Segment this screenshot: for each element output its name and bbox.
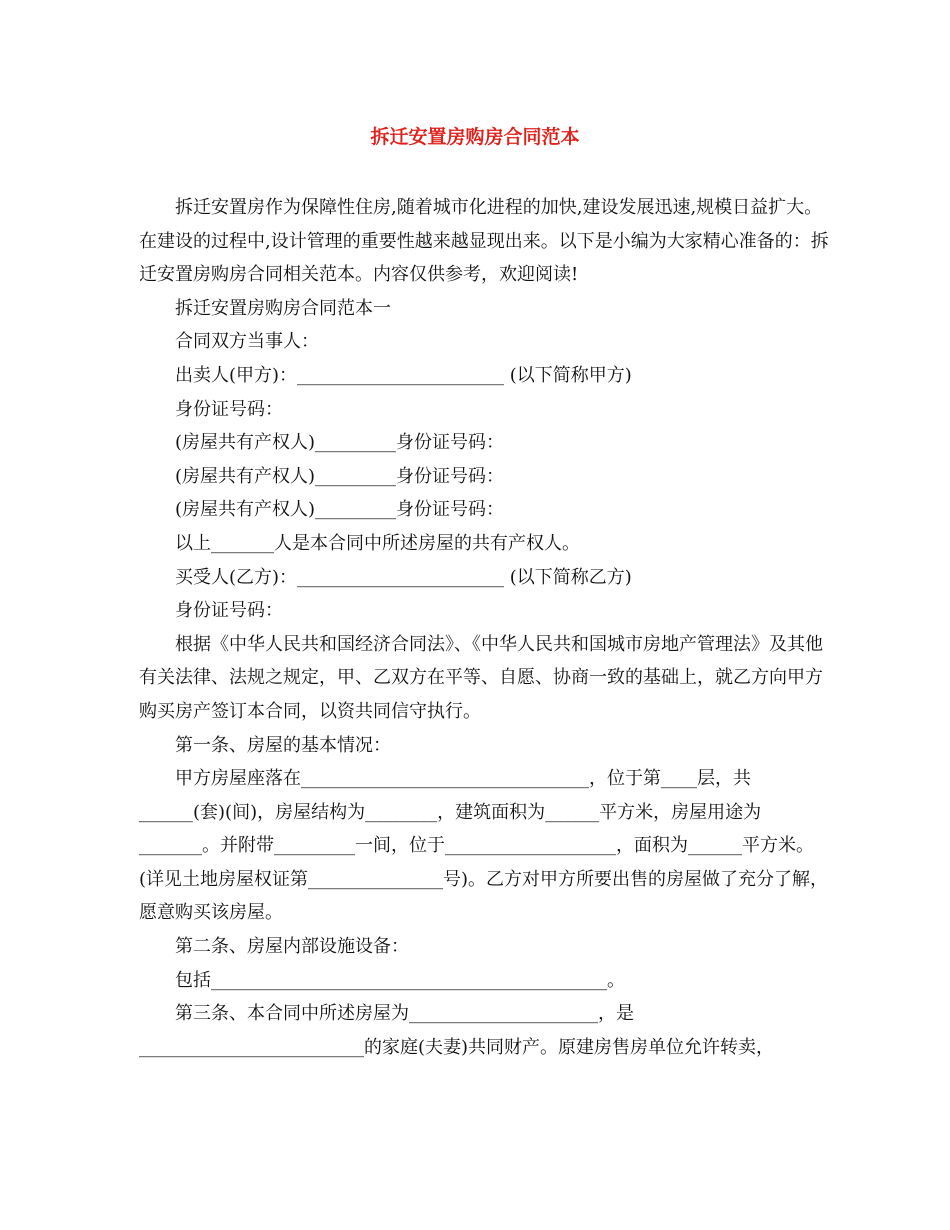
buyer-id-line: 身份证号码：: [175, 600, 283, 622]
article-2-paragraph: 包括____________________________________________。: [175, 969, 625, 991]
template-heading: 拆迁安置房购房合同范本一: [175, 297, 391, 319]
buyer-line: 买受人(乙方)：_______________________ (以下简称乙方): [175, 566, 632, 588]
co-owner-line: (房屋共有产权人)_________身份证号码：: [175, 499, 505, 521]
article-3-paragraph: 第三条、本合同中所述房屋为_____________________，是_________________________的家庭(夫妻)共同财产。原建房售房单位允许转卖，: [139, 1003, 775, 1058]
parties-heading: 合同双方当事人：: [175, 331, 319, 353]
article-1-paragraph: 甲方房屋座落在________________________________，位于第____层，共______(套)(间)，房屋结构为________，建筑面积为______平方米，房屋用途为_______。并附带_________一间，位于___________________，面积为______平方米。(详见土地房屋权证第_______________号)。乙方对甲方所要出售的房屋做了充分了解，愿意购买该房屋。: [139, 768, 829, 924]
intro-paragraph: 拆迁安置房作为保障性住房,随着城市化进程的加快,建设发展迅速,规模日益扩大。在建设的过程中,设计管理的重要性越来越显现出来。以下是小编为大家精心准备的：拆迁安置房购房合同相关范本。内容仅供参考，欢迎阅读!: [139, 197, 829, 286]
co-owner-line: (房屋共有产权人)_________身份证号码：: [175, 432, 505, 454]
article-1-heading: 第一条、房屋的基本情况：: [175, 734, 391, 756]
co-owner-line: (房屋共有产权人)_________身份证号码：: [175, 465, 505, 487]
seller-line: 出卖人(甲方)：_______________________ (以下简称甲方): [175, 364, 632, 386]
document-body: [139, 191, 829, 1064]
article-2-heading: 第二条、房屋内部设施设备：: [175, 936, 409, 958]
co-owners-count-line: 以上_______人是本合同中所述房屋的共有产权人。: [175, 532, 580, 554]
document-title: 拆迁安置房购房合同范本: [370, 126, 580, 148]
legal-basis-paragraph: 根据《中华人民共和国经济合同法》、《中华人民共和国城市房地产管理法》及其他有关法律、法规之规定，甲、乙双方在平等、自愿、协商一致的基础上，就乙方向甲方购买房产签订本合同，以资共同信守执行。: [139, 633, 823, 722]
seller-id-line: 身份证号码：: [175, 398, 283, 420]
